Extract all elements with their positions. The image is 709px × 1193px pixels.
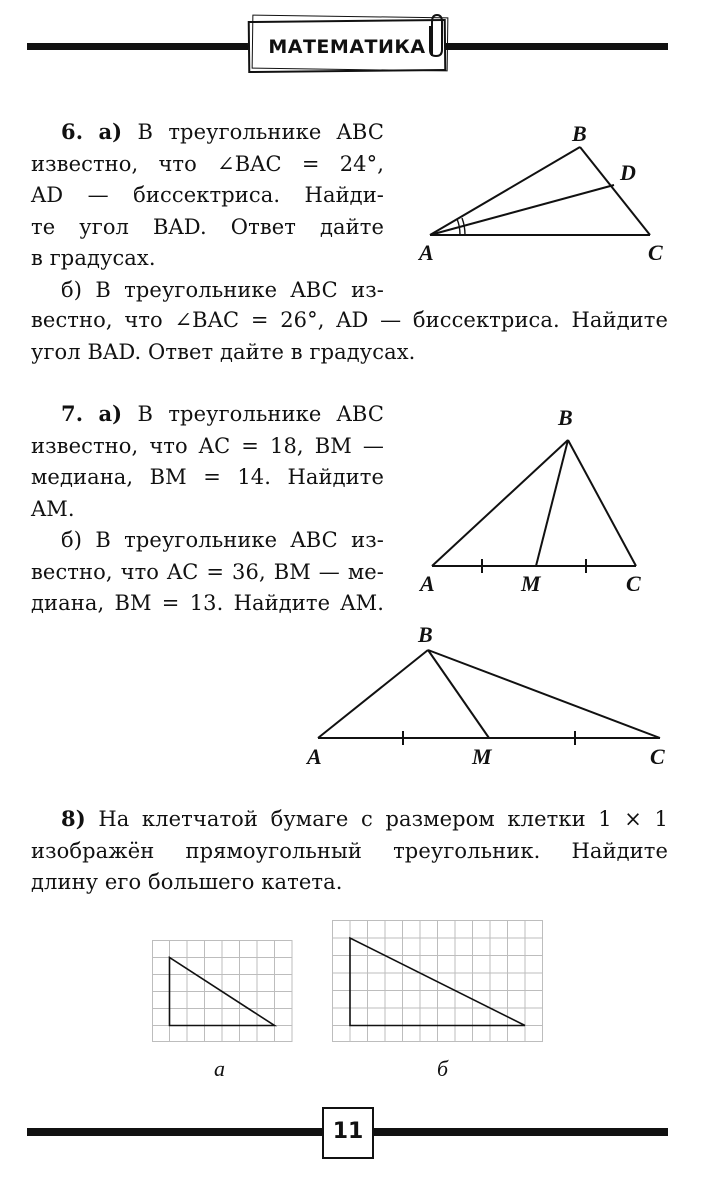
- problem-6-a-line3: AD — биссектриса. Найди-: [31, 183, 384, 207]
- fig7b-label-b: B: [418, 622, 433, 647]
- problem-6-b-rest: [31, 305, 668, 368]
- fig7a-side-ab: [432, 440, 568, 566]
- fig7a-label-b: B: [558, 405, 573, 430]
- problem-7-b-line3: диана, BM = 13. Найдите AM.: [31, 591, 384, 615]
- problem-6-a: [31, 116, 384, 306]
- header-rule-left: [27, 43, 249, 50]
- fig6-bisector-ad: [430, 185, 614, 235]
- problem-7-b-line1: [31, 525, 384, 557]
- problem-7-b-text1: б) В треугольнике ABC из-: [61, 528, 384, 552]
- problem-6-a-text1: В треугольнике ABC: [137, 120, 385, 144]
- footer-rule-right: [374, 1128, 668, 1136]
- footer-rule-left: [27, 1128, 322, 1136]
- problem-6-b-line2: вестно, что ∠BAC = 26°, AD — биссектриса. Найдите: [31, 308, 668, 332]
- problem-6-a-line1: [31, 116, 384, 149]
- problem-8-number: 8): [61, 806, 86, 831]
- problem-7: [31, 398, 384, 620]
- problem-6-a-marker: а): [98, 119, 123, 144]
- figure-7-obtuse-triangle: [310, 640, 670, 750]
- problem-6-b-line1: [31, 275, 384, 307]
- problem-6-a-line5: в градусах.: [31, 246, 156, 270]
- fig7b-median-bm: [428, 650, 489, 738]
- problem-6-b-line3: угол BAD. Ответ дайте в градусах.: [31, 339, 416, 364]
- fig7b-side-bc: [428, 650, 660, 738]
- fig7b-side-ab: [318, 650, 428, 738]
- grid-figure-b: [332, 920, 546, 1044]
- problem-7-a-line2: известно, что AC = 18, BM —: [31, 433, 384, 458]
- fig7b-label-m: M: [472, 744, 492, 769]
- fig6-side-ab: [430, 147, 580, 235]
- problem-7-a-line4: AM.: [31, 496, 75, 521]
- fig6-label-b: B: [572, 121, 587, 146]
- fig6-label-d: D: [620, 160, 636, 185]
- page-title: МАТЕМАТИКА: [268, 36, 426, 58]
- problem-7-a-line3: медиана, BM = 14. Найдите: [31, 465, 384, 489]
- fig7a-label-c: C: [626, 571, 641, 596]
- problem-8-line3: длину его большего катета.: [31, 870, 343, 894]
- problem-8-line1: [31, 803, 668, 836]
- problem-7-number: 7.: [61, 401, 84, 426]
- caption-a: а: [214, 1056, 225, 1081]
- fig7a-label-m: M: [521, 571, 541, 596]
- fig7b-label-c: C: [650, 744, 665, 769]
- fig6-label-a: A: [419, 240, 434, 265]
- problem-6-a-line4: те угол BAD. Ответ дайте: [31, 214, 384, 239]
- header-rule-right: [446, 43, 668, 50]
- fig7b-label-a: A: [307, 744, 322, 769]
- problem-7-a-text1: В треугольнике ABC: [137, 402, 385, 426]
- caption-b: б: [437, 1056, 449, 1081]
- page-number: 11: [332, 1119, 364, 1144]
- fig7a-label-a: A: [420, 571, 435, 596]
- figure-6-triangle: [420, 130, 680, 270]
- problem-7-a-line1: [31, 398, 384, 431]
- figure-7-acute-triangle: [420, 420, 660, 580]
- grid-figure-a: [152, 940, 294, 1044]
- problem-7-a-marker: а): [98, 401, 123, 426]
- problem-8-line2: изображён прямоугольный треугольник. Найдите: [31, 838, 668, 863]
- problem-7-b-line2: вестно, что AC = 36, BM — ме-: [31, 559, 384, 584]
- fig7a-median-bm: [536, 440, 568, 566]
- problem-6-a-line2: известно, что ∠BAC = 24°,: [31, 151, 384, 176]
- problem-6-number: 6.: [61, 119, 84, 144]
- problem-6-b-text1: б) В треугольнике ABC из-: [61, 277, 384, 302]
- problem-8: [31, 803, 668, 899]
- fig6-label-c: C: [648, 240, 663, 265]
- fig7a-side-bc: [568, 440, 636, 566]
- problem-8-text1: На клетчатой бумаге с размером клетки 1 × 1: [98, 807, 668, 831]
